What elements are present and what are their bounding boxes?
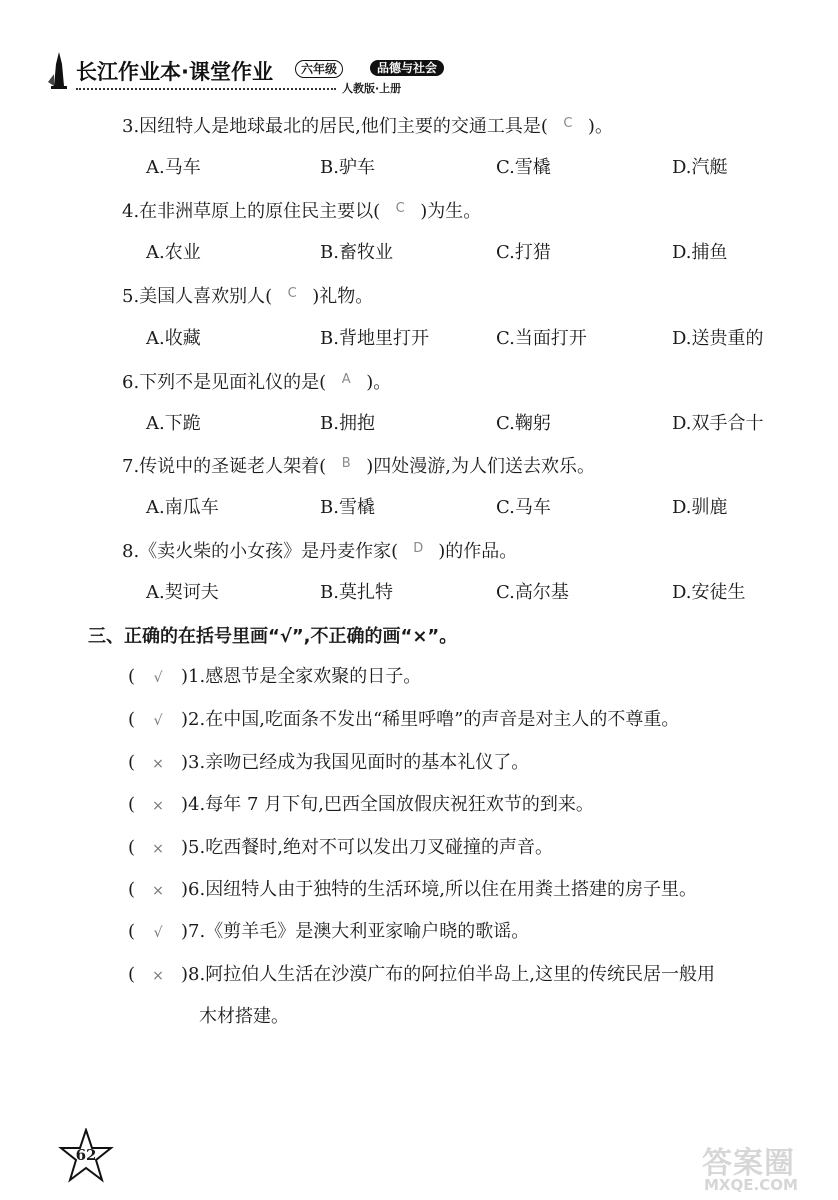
question-stem: 4.在非洲草原上的原住民主要以( C )为生。 [122,201,482,222]
true-false-item: ( √ )2.在中国,吃面条不发出“稀里呼噜”的声音是对主人的不尊重。 [128,709,680,730]
header-divider [76,88,336,94]
option-a: A.收藏 [146,328,201,349]
option-a: A.马车 [146,157,201,178]
option-a: A.契诃夫 [146,582,219,603]
item-continuation: 木材搭建。 [199,1006,289,1027]
option-d: D.驯鹿 [672,497,728,518]
judgement-mark: × [152,968,164,984]
tower-logo-icon [48,52,70,90]
option-c: C.高尔基 [496,582,569,603]
answer-mark: D [413,541,424,556]
option-c: C.马车 [496,497,551,518]
true-false-item: ( × )6.因纽特人由于独特的生活环境,所以住在用粪土搭建的房子里。 [128,879,697,900]
option-c: C.雪橇 [496,157,551,178]
option-b: B.驴车 [320,157,375,178]
option-b: B.畜牧业 [320,242,393,263]
answer-mark: C [563,116,573,131]
question-stem: 8.《卖火柴的小女孩》是丹麦作家( D )的作品。 [122,541,518,562]
watermark-text: 答案圈 [702,1146,795,1181]
option-a: A.农业 [146,242,201,263]
judgement-mark: √ [153,713,163,729]
true-false-item: ( × )4.每年 7 月下旬,巴西全国放假庆祝狂欢节的到来。 [128,794,594,815]
judgement-mark: × [152,883,164,899]
series-title: 长江作业本·课堂作业 [76,60,273,84]
option-d: D.汽艇 [672,157,728,178]
option-c: C.打猎 [496,242,551,263]
option-d: D.双手合十 [672,413,764,434]
answer-mark: C [395,201,405,216]
option-d: D.安徒生 [672,582,746,603]
watermark [700,1138,830,1198]
page-number: 62 [75,1146,97,1164]
judgement-mark: × [152,756,164,772]
option-a: A.南瓜车 [146,497,219,518]
option-d: D.捕鱼 [672,242,728,263]
option-c: C.鞠躬 [496,413,551,434]
page-header [40,48,460,98]
option-d: D.送贵重的 [672,328,764,349]
grade-badge: 六年级 [295,60,343,78]
judgement-mark: × [152,798,164,814]
answer-mark: B [341,456,351,471]
answer-mark: C [287,286,297,301]
true-false-item: ( × )8.阿拉伯人生活在沙漠广布的阿拉伯半岛上,这里的传统民居一般用 [128,964,715,985]
option-b: B.拥抱 [320,413,375,434]
true-false-item: ( × )5.吃西餐时,绝对不可以发出刀叉碰撞的声音。 [128,837,553,858]
question-stem: 3.因纽特人是地球最北的居民,他们主要的交通工具是( C )。 [122,116,613,137]
true-false-item: ( √ )1.感恩节是全家欢聚的日子。 [128,666,422,687]
judgement-mark: √ [153,670,163,686]
judgement-mark: × [152,841,164,857]
answer-mark: A [341,372,351,387]
question-stem: 7.传说中的圣诞老人架着( B )四处漫游,为人们送去欢乐。 [122,456,595,477]
section-title: 三、正确的在括号里画“√”,不正确的画“×”。 [88,626,458,647]
true-false-item: ( √ )7.《剪羊毛》是澳大利亚家喻户晓的歌谣。 [128,921,530,942]
edition-label: 人教版·上册 [342,82,402,95]
subject-badge: 品德与社会 [370,60,444,76]
option-a: A.下跪 [146,413,201,434]
option-c: C.当面打开 [496,328,587,349]
option-b: B.雪橇 [320,497,375,518]
true-false-item: ( × )3.亲吻已经成为我国见面时的基本礼仪了。 [128,752,530,773]
question-stem: 5.美国人喜欢别人( C )礼物。 [122,286,374,307]
judgement-mark: √ [153,925,163,941]
watermark-url: MXQE.COM [704,1176,798,1194]
question-stem: 6.下列不是见面礼仪的是( A )。 [122,372,392,393]
option-b: B.背地里打开 [320,328,429,349]
option-b: B.莫扎特 [320,582,393,603]
